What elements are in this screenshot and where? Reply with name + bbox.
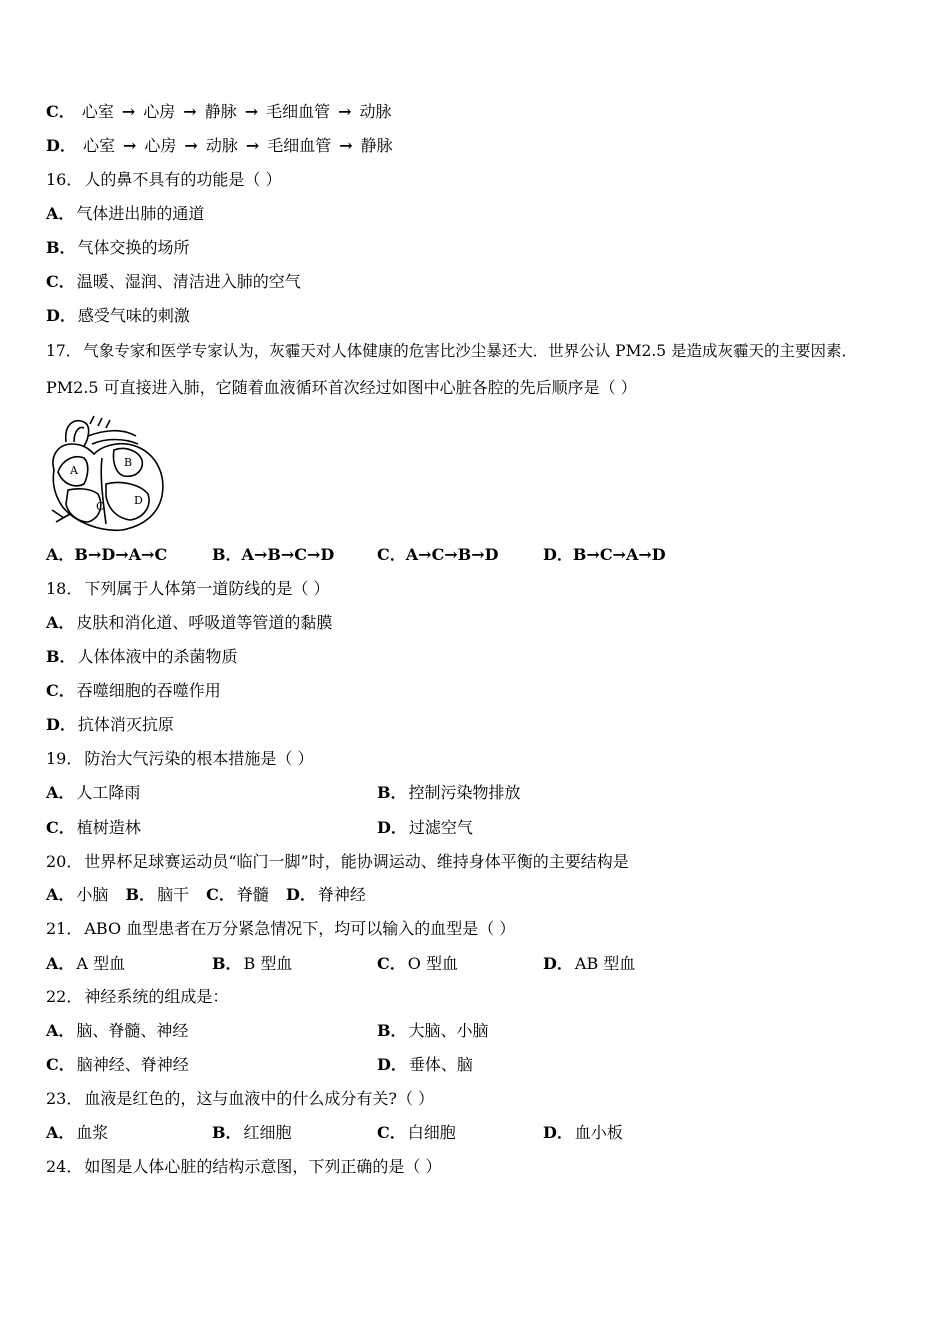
q17-option-d[interactable] xyxy=(543,545,666,565)
q19-option-b[interactable] xyxy=(377,783,521,803)
chamber-label-a: A xyxy=(70,464,78,477)
option-label: A． xyxy=(46,885,75,904)
option-label: D． xyxy=(377,1055,407,1074)
option-text: AB 型血 xyxy=(574,954,636,973)
q16-option-a[interactable] xyxy=(46,204,204,224)
q22-option-d[interactable] xyxy=(377,1055,473,1075)
q20-option-a[interactable] xyxy=(46,885,108,904)
option-text: 红细胞 xyxy=(243,1123,292,1142)
option-label: A． xyxy=(46,204,75,223)
option-label: D． xyxy=(543,954,573,973)
option-text: 控制污染物排放 xyxy=(408,783,521,802)
option-label: B． xyxy=(125,885,156,904)
option-text: B 型血 xyxy=(243,954,293,973)
option-label: B． xyxy=(377,1021,407,1040)
q23-option-c[interactable] xyxy=(377,1123,456,1143)
option-text: 脑神经、脊神经 xyxy=(76,1055,189,1074)
option-text: 皮肤和消化道、呼吸道等管道的黏膜 xyxy=(76,613,333,632)
q20-stem xyxy=(46,852,629,872)
option-label: C． xyxy=(46,272,75,291)
question-text: 血液是红色的，这与血液中的什么成分有关?（ ） xyxy=(84,1089,435,1108)
question-text: 如图是人体心脏的结构示意图，下列正确的是（ ） xyxy=(84,1157,442,1176)
chamber-label-c: C xyxy=(96,500,105,513)
q19-stem xyxy=(46,749,313,769)
q20-options xyxy=(46,885,366,905)
question-text: ABO 血型患者在万分紧急情况下，均可以输入的血型是（ ） xyxy=(84,919,516,938)
option-text: A→B→C→D xyxy=(241,545,335,564)
chain-item: 心室 xyxy=(82,136,115,155)
question-text: 世界杯足球赛运动员“临门一脚”时，能协调运动、维持身体平衡的主要结构是 xyxy=(84,852,629,871)
question-number: 22． xyxy=(46,987,83,1006)
option-text: 气体进出肺的通道 xyxy=(76,204,205,223)
question-number: 21． xyxy=(46,919,83,938)
q22-option-c[interactable] xyxy=(46,1055,189,1075)
option-label: A． xyxy=(46,954,75,973)
question-number: 18． xyxy=(46,579,83,598)
arrow-icon: → xyxy=(244,102,259,121)
chain-item: 静脉 xyxy=(204,102,237,121)
question-number: 24． xyxy=(46,1157,83,1176)
q21-option-d[interactable] xyxy=(543,954,635,974)
option-text: 小脑 xyxy=(76,885,109,904)
option-label: D． xyxy=(46,306,76,325)
question-number: 16． xyxy=(46,170,83,189)
q21-option-b[interactable] xyxy=(212,954,292,974)
question-text: 气象专家和医学专家认为，灰霾天对人体健康的危害比沙尘暴还大．世界公认 PM2.5 是造成灰霾天的主要因素． xyxy=(83,342,858,360)
option-label: C． xyxy=(46,1055,75,1074)
arrow-icon: → xyxy=(183,102,197,121)
option-text: A→C→B→D xyxy=(405,545,499,564)
q18-option-a[interactable] xyxy=(46,613,332,633)
arrow-icon: → xyxy=(121,102,136,121)
option-label: D． xyxy=(377,818,407,837)
option-label: C． xyxy=(46,102,75,121)
option-label: C． xyxy=(206,885,235,904)
chain-item: 心房 xyxy=(143,102,176,121)
option-text: A 型血 xyxy=(76,954,126,973)
option-label: A． xyxy=(46,545,75,564)
option-label: A． xyxy=(46,613,75,632)
option-label: B． xyxy=(212,545,242,564)
q20-option-c[interactable] xyxy=(206,885,269,904)
q23-stem xyxy=(46,1089,434,1109)
q22-stem xyxy=(46,987,228,1007)
q17-stem-line1 xyxy=(46,341,857,361)
option-label: C． xyxy=(377,1123,406,1142)
q16-option-c[interactable] xyxy=(46,272,301,292)
q17-stem-line2: PM2.5 可直接进入肺，它随着血液循环首次经过如图中心脏各腔的先后顺序是（ ） xyxy=(46,378,637,397)
option-text: 脑、脊髓、神经 xyxy=(76,1021,189,1040)
chain-item: 动脉 xyxy=(359,102,392,121)
question-number: 23． xyxy=(46,1089,83,1108)
option-text: 大脑、小脑 xyxy=(408,1021,489,1040)
chain-item: 动脉 xyxy=(205,136,238,155)
q15-option-d[interactable] xyxy=(46,136,393,156)
option-text: 吞噬细胞的吞噬作用 xyxy=(76,681,221,700)
q19-option-d[interactable] xyxy=(377,818,473,838)
arrow-icon: → xyxy=(245,136,260,155)
option-text: 人体体液中的杀菌物质 xyxy=(77,647,238,666)
q16-option-d[interactable] xyxy=(46,306,190,326)
q17-option-b[interactable] xyxy=(212,545,334,565)
option-text: 气体交换的场所 xyxy=(77,238,190,257)
option-text: 脑干 xyxy=(157,885,190,904)
option-text: B→D→A→C xyxy=(74,545,168,564)
option-label: D． xyxy=(543,545,573,564)
question-text: 神经系统的组成是： xyxy=(84,987,229,1006)
question-number: 19． xyxy=(46,749,83,768)
option-label: C． xyxy=(377,545,406,564)
q17-option-c[interactable] xyxy=(377,545,499,565)
option-text: O 型血 xyxy=(407,954,458,973)
option-label: D． xyxy=(543,1123,573,1142)
q18-option-c[interactable] xyxy=(46,681,221,701)
option-text: 感受气味的刺激 xyxy=(77,306,190,325)
option-label: B． xyxy=(212,1123,242,1142)
option-text: 脊髓 xyxy=(236,885,269,904)
option-text: 抗体消灭抗原 xyxy=(77,715,174,734)
chain-item: 毛细血管 xyxy=(267,136,332,155)
option-label: A． xyxy=(46,783,75,802)
question-text: 人的鼻不具有的功能是（ ） xyxy=(84,170,282,189)
chain-item: 心房 xyxy=(144,136,177,155)
option-text: 白细胞 xyxy=(407,1123,456,1142)
question-number: 17． xyxy=(46,342,82,360)
q19-option-a[interactable] xyxy=(46,783,140,803)
option-label: D． xyxy=(46,715,76,734)
chain-item: 静脉 xyxy=(360,136,393,155)
option-label: B． xyxy=(46,238,76,257)
q18-option-b[interactable] xyxy=(46,647,238,667)
option-text: 垂体、脑 xyxy=(408,1055,473,1074)
arrow-icon: → xyxy=(338,102,352,121)
question-number: 20． xyxy=(46,852,83,871)
option-label: B． xyxy=(212,954,242,973)
q24-stem xyxy=(46,1157,441,1177)
option-label: D． xyxy=(286,885,316,904)
q22-option-b[interactable] xyxy=(377,1021,489,1041)
question-text: 防治大气污染的根本措施是（ ） xyxy=(84,749,314,768)
option-text: 血浆 xyxy=(76,1123,109,1142)
option-text: 温暖、湿润、清洁进入肺的空气 xyxy=(76,272,301,291)
q18-option-d[interactable] xyxy=(46,715,174,735)
option-text: 血小板 xyxy=(574,1123,623,1142)
q16-stem xyxy=(46,170,281,190)
chain-item: 心室 xyxy=(81,102,114,121)
option-text: 植树造林 xyxy=(76,818,141,837)
option-label: D． xyxy=(46,136,76,155)
arrow-icon: → xyxy=(339,136,353,155)
arrow-icon: → xyxy=(123,136,137,155)
option-text: 过滤空气 xyxy=(408,818,473,837)
chain-item: 毛细血管 xyxy=(266,102,331,121)
q18-stem xyxy=(46,579,329,599)
option-text: 脊神经 xyxy=(317,885,366,904)
q19-option-c[interactable] xyxy=(46,818,141,838)
q20-option-d[interactable] xyxy=(286,885,366,904)
option-label: B． xyxy=(46,647,76,666)
q21-option-a[interactable] xyxy=(46,954,125,974)
chamber-label-b: B xyxy=(124,456,133,469)
q23-option-d[interactable] xyxy=(543,1123,623,1143)
q21-option-c[interactable] xyxy=(377,954,458,974)
option-label: C． xyxy=(377,954,406,973)
q21-stem xyxy=(46,919,515,939)
option-label: A． xyxy=(46,1123,75,1142)
option-text: 人工降雨 xyxy=(76,783,141,802)
option-text: B→C→A→D xyxy=(572,545,666,564)
option-label: B． xyxy=(377,783,407,802)
question-text: 下列属于人体第一道防线的是（ ） xyxy=(84,579,330,598)
q20-option-b[interactable] xyxy=(126,885,190,904)
q22-option-a[interactable] xyxy=(46,1021,188,1041)
option-label: A． xyxy=(46,1021,75,1040)
heart-diagram xyxy=(44,414,174,534)
option-label: C． xyxy=(46,818,75,837)
q23-option-a[interactable] xyxy=(46,1123,108,1143)
q15-option-c[interactable] xyxy=(46,102,392,122)
arrow-icon: → xyxy=(184,136,198,155)
q17-option-a[interactable] xyxy=(46,545,167,565)
q16-option-b[interactable] xyxy=(46,238,190,258)
q23-option-b[interactable] xyxy=(212,1123,292,1143)
chamber-label-d: D xyxy=(134,494,143,507)
option-label: C． xyxy=(46,681,75,700)
